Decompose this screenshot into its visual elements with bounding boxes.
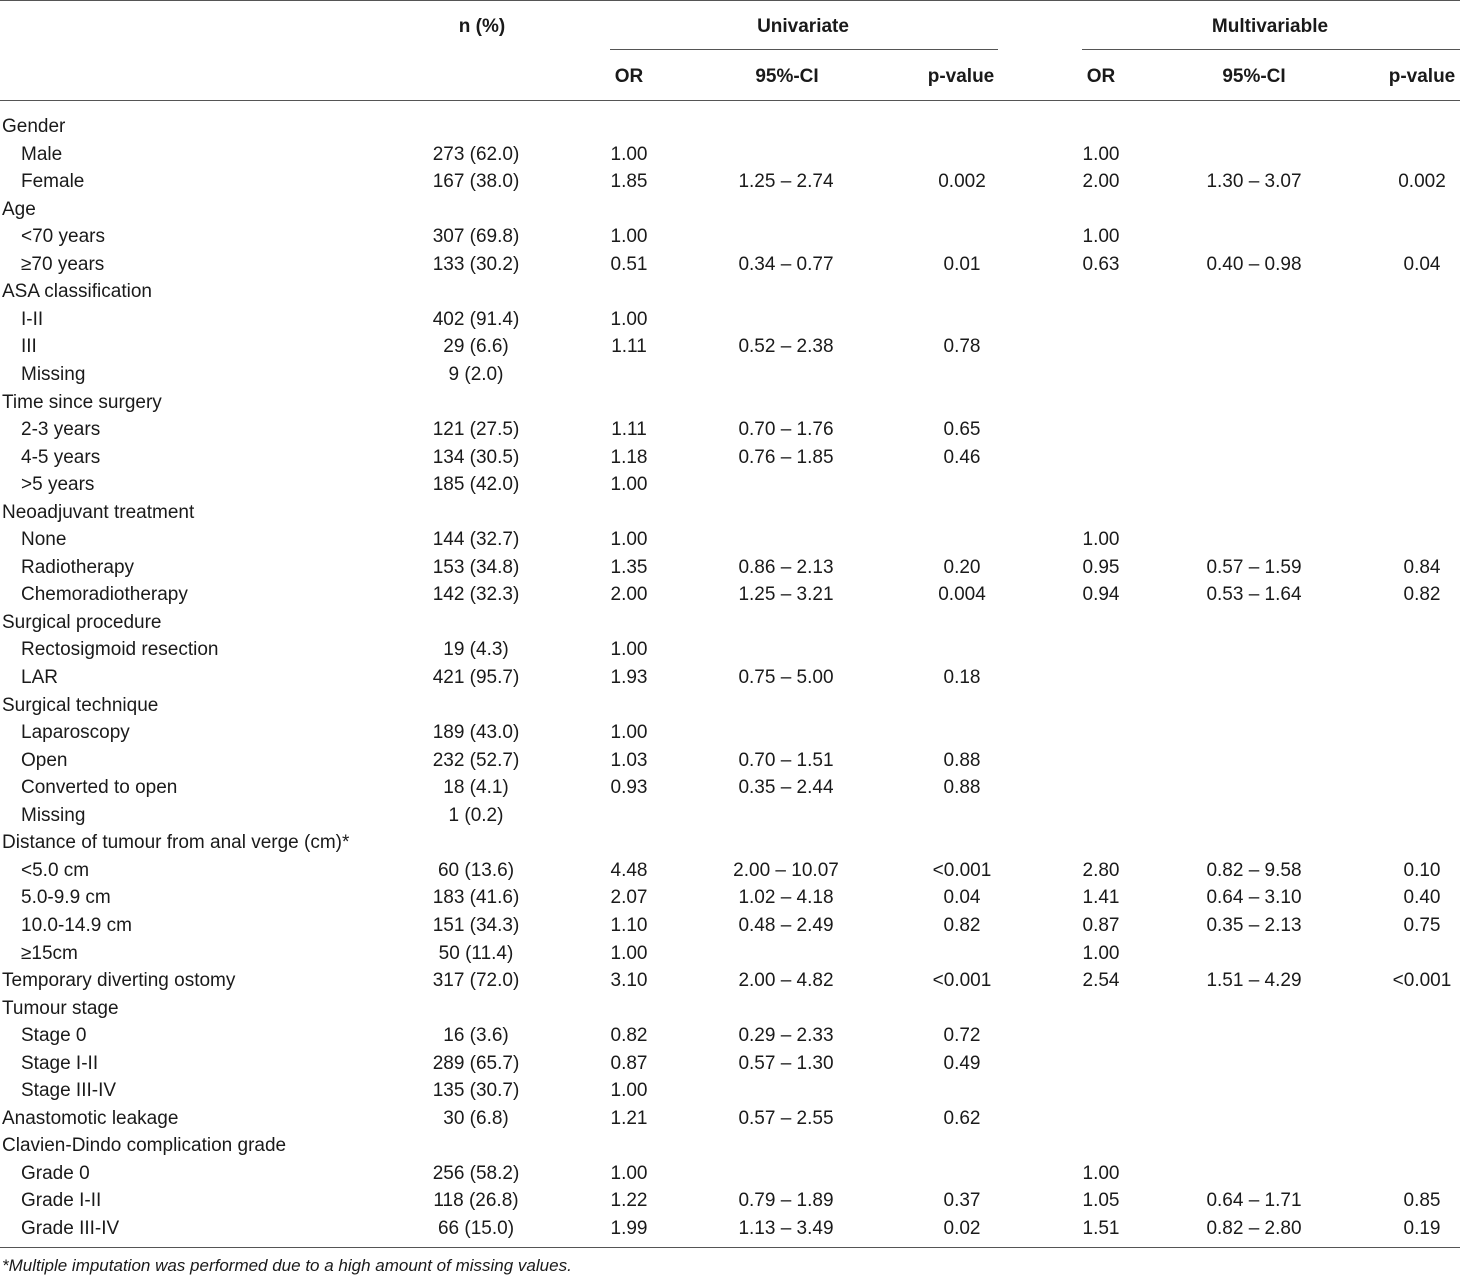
cell-univariate-p: 0.37: [943, 1190, 981, 1212]
cell-multivariable-p: <0.001: [1392, 970, 1452, 992]
cell-multivariable-ci: 0.64 – 1.71: [1206, 1190, 1302, 1212]
cell-univariate-or: 1.00: [610, 474, 648, 496]
cell-univariate-ci: 1.13 – 3.49: [738, 1218, 834, 1239]
cell-n: 273 (62.0): [432, 143, 520, 165]
cell-univariate-or: 1.21: [610, 1107, 648, 1129]
cell-n: 135 (30.7): [432, 1080, 520, 1102]
row-label: Open: [21, 749, 68, 771]
cell-n: 144 (32.7): [432, 529, 520, 551]
cell-n: 118 (26.8): [433, 1190, 519, 1212]
cell-univariate-ci: 0.79 – 1.89: [738, 1190, 834, 1212]
table-row: [0, 333, 1460, 361]
header-u-ci: 95%-CI: [755, 66, 819, 87]
header-n: n (%): [458, 16, 506, 37]
cell-univariate-or: 3.10: [610, 970, 648, 992]
table-row: [0, 581, 1460, 609]
cell-multivariable-ci: 1.30 – 3.07: [1206, 171, 1302, 193]
cell-univariate-or: 2.00: [610, 584, 648, 606]
row-label: None: [21, 529, 67, 551]
table-row: [0, 912, 1460, 940]
cell-univariate-or: 1.00: [610, 1080, 648, 1102]
cell-multivariable-or: 0.94: [1082, 584, 1120, 606]
row-label: Grade I-II: [21, 1190, 102, 1212]
cell-n: 153 (34.8): [432, 556, 520, 578]
cell-univariate-p: 0.04: [943, 887, 981, 909]
table-row: [0, 168, 1460, 196]
row-label: Time since surgery: [2, 391, 162, 413]
row-label: LAR: [21, 667, 58, 688]
table-row: [0, 747, 1460, 775]
cell-univariate-p: 0.65: [943, 419, 981, 441]
cell-multivariable-or: 1.51: [1082, 1218, 1120, 1239]
cell-univariate-p: 0.88: [943, 749, 981, 771]
top-rule: [0, 0, 1460, 1]
cell-n: 18 (4.1): [443, 777, 509, 799]
table-row: [0, 251, 1460, 279]
cell-n: 189 (43.0): [432, 722, 520, 744]
table-row: [0, 967, 1460, 995]
cell-univariate-or: 1.10: [610, 914, 648, 936]
cell-univariate-p: 0.62: [943, 1107, 981, 1129]
table-row: [0, 361, 1460, 389]
table-row: [0, 1160, 1460, 1188]
cell-n: 134 (30.5): [432, 446, 520, 468]
cell-univariate-or: 1.00: [610, 529, 648, 551]
row-label: Stage I-II: [21, 1052, 99, 1074]
cell-n: 19 (4.3): [443, 639, 509, 661]
row-label: Temporary diverting ostomy: [2, 970, 236, 992]
table-row: [0, 471, 1460, 499]
header-multivariable: Multivariable: [1211, 16, 1329, 37]
cell-multivariable-or: 1.00: [1082, 529, 1120, 551]
cell-univariate-ci: 1.25 – 2.74: [738, 171, 834, 193]
cell-multivariable-p: 0.04: [1403, 253, 1441, 275]
cell-univariate-ci: 0.29 – 2.33: [738, 1025, 834, 1047]
cell-univariate-ci: 2.00 – 4.82: [738, 970, 834, 992]
table-row: [0, 857, 1460, 885]
cell-univariate-ci: 0.70 – 1.76: [738, 419, 834, 441]
cell-multivariable-or: 2.00: [1082, 171, 1120, 193]
table-row: [0, 636, 1460, 664]
cell-multivariable-or: 0.63: [1082, 253, 1120, 275]
cell-univariate-or: 4.48: [610, 859, 648, 881]
table-row: [0, 526, 1460, 554]
cell-n: 30 (6.8): [443, 1107, 509, 1129]
cell-univariate-or: 0.51: [610, 253, 648, 275]
cell-univariate-ci: 0.57 – 1.30: [738, 1052, 834, 1074]
cell-n: 133 (30.2): [432, 253, 520, 275]
cell-univariate-p: 0.78: [943, 336, 981, 358]
cell-univariate-p: 0.88: [943, 777, 981, 799]
bottom-rule: [0, 1247, 1460, 1248]
cell-univariate-ci: 0.48 – 2.49: [738, 914, 834, 936]
row-label: Radiotherapy: [21, 556, 135, 578]
cell-n: 307 (69.8): [432, 226, 520, 248]
cell-n: 289 (65.7): [432, 1052, 520, 1074]
table-row: [0, 1077, 1460, 1105]
cell-multivariable-ci: 0.40 – 0.98: [1206, 253, 1302, 275]
cell-univariate-p: <0.001: [932, 970, 992, 992]
row-label: <5.0 cm: [21, 859, 90, 881]
table-row: [0, 196, 1460, 224]
table-row: [0, 1215, 1460, 1243]
cell-multivariable-ci: 0.35 – 2.13: [1206, 914, 1302, 936]
row-label: Converted to open: [21, 777, 178, 799]
table-row: [0, 1022, 1460, 1050]
cell-multivariable-or: 1.05: [1082, 1190, 1120, 1212]
cell-univariate-p: 0.82: [943, 914, 981, 936]
table-row: [0, 416, 1460, 444]
cell-multivariable-or: 1.00: [1082, 942, 1120, 964]
cell-univariate-or: 0.82: [610, 1025, 648, 1047]
cell-univariate-ci: 1.02 – 4.18: [738, 887, 834, 909]
cell-univariate-or: 1.00: [610, 722, 648, 744]
cell-n: 185 (42.0): [432, 474, 520, 496]
footnote: *Multiple imputation was performed due to a high amount of missing values.: [2, 1256, 572, 1275]
cell-univariate-or: 1.00: [610, 942, 648, 964]
row-label: Neoadjuvant treatment: [2, 501, 195, 523]
cell-univariate-p: 0.002: [938, 171, 986, 193]
row-label: ASA classification: [2, 281, 152, 303]
cell-univariate-ci: 0.70 – 1.51: [738, 749, 834, 771]
cell-multivariable-ci: 1.51 – 4.29: [1206, 970, 1302, 992]
cell-univariate-ci: 0.34 – 0.77: [738, 253, 834, 275]
cell-n: 256 (58.2): [432, 1162, 520, 1184]
row-label: Gender: [2, 116, 66, 137]
table-row: [0, 802, 1460, 830]
row-label: Age: [2, 198, 36, 220]
table-row: [0, 609, 1460, 637]
row-label: Clavien-Dindo complication grade: [2, 1135, 287, 1157]
header-u-or: OR: [614, 66, 644, 87]
cell-univariate-or: 1.22: [610, 1190, 648, 1212]
cell-univariate-or: 1.00: [610, 308, 648, 330]
cell-univariate-or: 1.35: [610, 556, 648, 578]
cell-n: 402 (91.4): [432, 308, 520, 330]
cell-multivariable-p: 0.19: [1403, 1218, 1441, 1239]
cell-univariate-ci: 1.25 – 3.21: [738, 584, 834, 606]
row-label: 2-3 years: [21, 419, 101, 441]
table-row: [0, 141, 1460, 169]
table-row: [0, 223, 1460, 251]
cell-multivariable-p: 0.82: [1403, 584, 1441, 606]
cell-n: 142 (32.3): [432, 584, 520, 606]
table-row: [0, 306, 1460, 334]
table-row: [0, 1105, 1460, 1133]
row-label: Distance of tumour from anal verge (cm)*: [2, 832, 350, 854]
row-label: Female: [21, 171, 85, 193]
cell-univariate-or: 1.00: [610, 639, 648, 661]
row-label: I-II: [21, 308, 44, 330]
cell-univariate-or: 1.93: [610, 667, 648, 688]
cell-n: 151 (34.3): [432, 914, 520, 936]
cell-n: 66 (15.0): [437, 1218, 515, 1239]
table-row: [0, 554, 1460, 582]
cell-univariate-or: 1.11: [611, 419, 647, 441]
cell-univariate-or: 1.00: [610, 226, 648, 248]
cell-multivariable-p: 0.40: [1403, 887, 1441, 909]
cell-multivariable-or: 1.00: [1082, 226, 1120, 248]
row-label: Rectosigmoid resection: [21, 639, 219, 661]
cell-univariate-or: 1.18: [610, 446, 648, 468]
row-label: Stage III-IV: [21, 1080, 117, 1102]
table-row: [0, 1187, 1460, 1215]
cell-multivariable-ci: 0.53 – 1.64: [1206, 584, 1302, 606]
header-univariate: Univariate: [757, 16, 849, 37]
row-label: Stage 0: [21, 1025, 87, 1047]
header-m-p: p-value: [1388, 66, 1456, 87]
cell-univariate-p: 0.02: [943, 1218, 981, 1239]
cell-univariate-or: 1.00: [610, 143, 648, 165]
table-row: [0, 499, 1460, 527]
row-label: ≥15cm: [21, 942, 78, 964]
cell-n: 317 (72.0): [432, 970, 520, 992]
cell-multivariable-ci: 0.82 – 9.58: [1206, 859, 1302, 881]
table-row: [0, 884, 1460, 912]
table-row: [0, 719, 1460, 747]
cell-multivariable-p: 0.75: [1403, 914, 1441, 936]
table-row: [0, 389, 1460, 417]
cell-n: 60 (13.6): [437, 859, 515, 881]
row-label: 10.0-14.9 cm: [21, 914, 132, 936]
cell-n: 421 (95.7): [432, 667, 520, 688]
cell-univariate-p: <0.001: [932, 859, 992, 881]
table-row: [0, 829, 1460, 857]
table-row: [0, 692, 1460, 720]
row-label: Surgical procedure: [2, 611, 162, 633]
row-label: Grade III-IV: [21, 1218, 120, 1239]
row-label: Chemoradiotherapy: [21, 584, 188, 606]
cell-multivariable-ci: 0.82 – 2.80: [1206, 1218, 1302, 1239]
cell-univariate-ci: 0.75 – 5.00: [738, 667, 834, 688]
cell-multivariable-or: 0.95: [1082, 556, 1120, 578]
cell-univariate-ci: 0.76 – 1.85: [738, 446, 834, 468]
row-label: 5.0-9.9 cm: [21, 887, 111, 909]
cell-n: 50 (11.4): [438, 942, 514, 964]
cell-univariate-ci: 0.52 – 2.38: [738, 336, 834, 358]
cell-univariate-or: 0.93: [610, 777, 648, 799]
cell-multivariable-p: 0.85: [1403, 1190, 1441, 1212]
cell-univariate-ci: 0.86 – 2.13: [738, 556, 834, 578]
row-label: <70 years: [21, 226, 105, 248]
row-label: Missing: [21, 363, 86, 385]
cell-n: 167 (38.0): [432, 171, 520, 193]
table-row: [0, 995, 1460, 1023]
univariate-rule: [610, 49, 998, 50]
cell-n: 232 (52.7): [432, 749, 520, 771]
cell-multivariable-p: 0.84: [1403, 556, 1441, 578]
cell-n: 9 (2.0): [448, 363, 504, 385]
row-label: Male: [21, 143, 63, 165]
cell-univariate-or: 1.99: [610, 1218, 648, 1239]
cell-univariate-or: 1.85: [610, 171, 648, 193]
row-label: Laparoscopy: [21, 722, 130, 744]
header-rule: [0, 100, 1460, 101]
header-m-ci: 95%-CI: [1222, 66, 1286, 87]
cell-multivariable-or: 2.54: [1082, 970, 1120, 992]
table-row: [0, 278, 1460, 306]
cell-n: 183 (41.6): [432, 887, 520, 909]
cell-n: 121 (27.5): [432, 419, 520, 441]
table-row: [0, 444, 1460, 472]
cell-univariate-ci: 0.35 – 2.44: [738, 777, 834, 799]
header-m-or: OR: [1086, 66, 1116, 87]
cell-univariate-or: 2.07: [610, 887, 648, 909]
header-u-p: p-value: [927, 66, 995, 87]
cell-univariate-p: 0.49: [943, 1052, 981, 1074]
table-row: [0, 774, 1460, 802]
cell-multivariable-or: 1.41: [1082, 887, 1120, 909]
cell-n: 29 (6.6): [443, 336, 509, 358]
cell-multivariable-ci: 0.64 – 3.10: [1206, 887, 1302, 909]
cell-univariate-p: 0.72: [943, 1025, 981, 1047]
row-label: Tumour stage: [2, 997, 119, 1019]
cell-univariate-ci: 0.57 – 2.55: [738, 1107, 834, 1129]
table-row: [0, 1050, 1460, 1078]
cell-multivariable-or: 0.87: [1082, 914, 1120, 936]
table-row: [0, 113, 1460, 141]
row-label: Missing: [21, 804, 86, 826]
cell-univariate-or: 1.11: [611, 336, 647, 358]
row-label: >5 years: [21, 474, 95, 496]
cell-multivariable-or: 1.00: [1082, 143, 1120, 165]
table-row: [0, 1132, 1460, 1160]
cell-univariate-p: 0.46: [943, 446, 981, 468]
multivariable-rule: [1082, 49, 1460, 50]
table-row: [0, 664, 1460, 692]
cell-multivariable-ci: 0.57 – 1.59: [1206, 556, 1302, 578]
cell-univariate-or: 1.00: [610, 1162, 648, 1184]
cell-univariate-p: 0.20: [943, 556, 981, 578]
row-label: 4-5 years: [21, 446, 101, 468]
row-label: Anastomotic leakage: [2, 1107, 179, 1129]
cell-univariate-p: 0.01: [943, 253, 981, 275]
cell-univariate-or: 1.03: [610, 749, 648, 771]
cell-n: 1 (0.2): [448, 804, 504, 826]
cell-univariate-ci: 2.00 – 10.07: [733, 859, 839, 881]
cell-multivariable-or: 1.00: [1082, 1162, 1120, 1184]
cell-multivariable-or: 2.80: [1082, 859, 1120, 881]
row-label: ≥70 years: [21, 253, 105, 275]
row-label: III: [21, 336, 37, 358]
cell-univariate-p: 0.004: [938, 584, 986, 606]
cell-n: 16 (3.6): [443, 1025, 509, 1047]
row-label: Grade 0: [21, 1162, 90, 1184]
cell-multivariable-p: 0.002: [1398, 171, 1446, 193]
table-row: [0, 940, 1460, 968]
cell-univariate-or: 0.87: [610, 1052, 648, 1074]
row-label: Surgical technique: [2, 694, 159, 716]
cell-multivariable-p: 0.10: [1403, 859, 1441, 881]
cell-univariate-p: 0.18: [943, 667, 981, 688]
